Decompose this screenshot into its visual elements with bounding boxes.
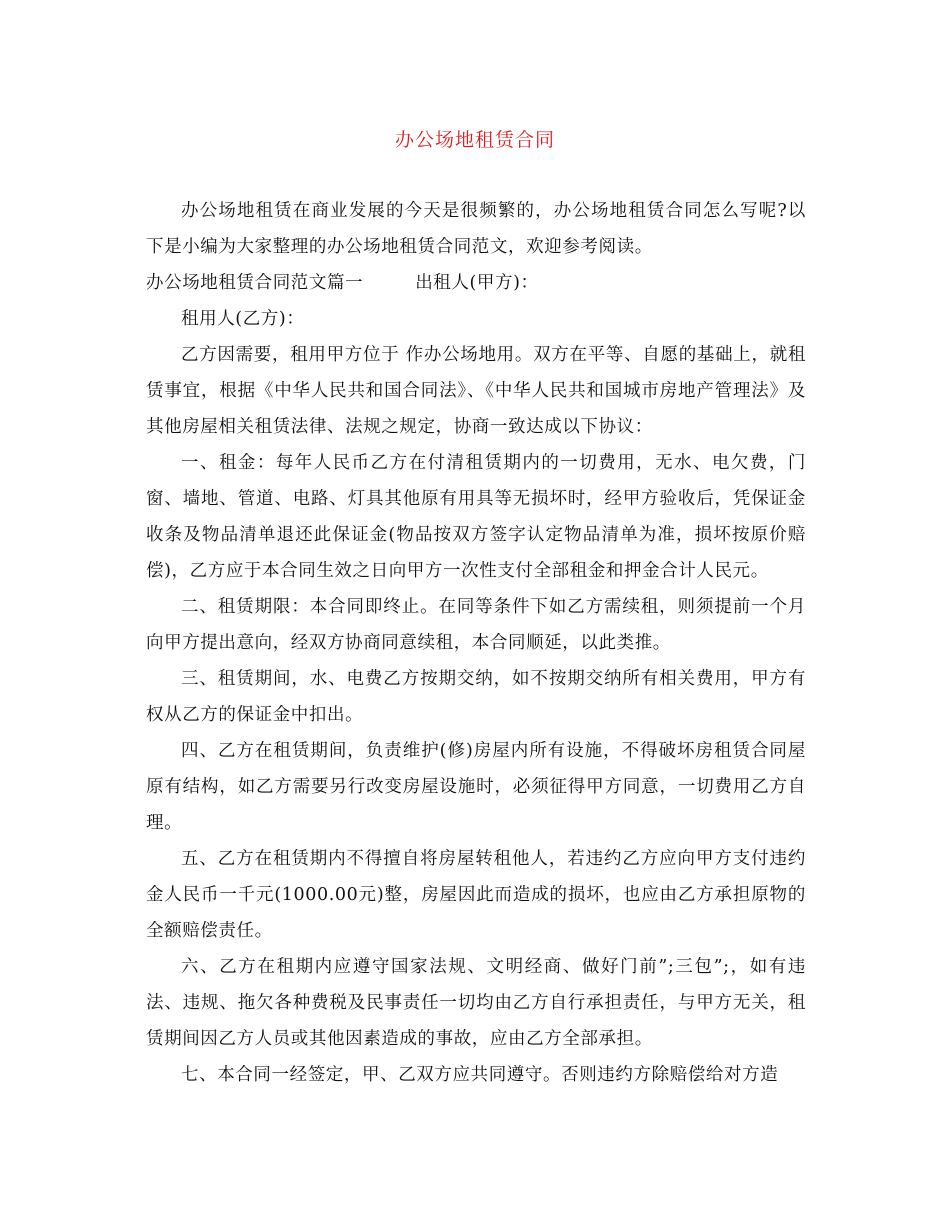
clause-paragraph: 三、租赁期间，水、电费乙方按期交纳，如不按期交纳所有相关费用，甲方有权从乙方的保证金中扣出。 bbox=[146, 669, 806, 725]
lessee-label: 租用人(乙方)： bbox=[181, 309, 305, 329]
section-heading-line bbox=[146, 265, 806, 301]
section-heading: 办公场地租赁合同范文篇一 bbox=[146, 273, 364, 293]
document-title: 办公场地租赁合同 bbox=[394, 129, 555, 151]
document-body bbox=[146, 193, 806, 1093]
clause-paragraph: 四、乙方在租赁期间，负责维护(修)房屋内所有设施，不得破坏房租赁合同屋原有结构，如乙方需要另行改变房屋设施时，必须征得甲方同意，一切费用乙方自理。 bbox=[146, 741, 806, 833]
clause-paragraph: 五、乙方在租赁期内不得擅自将房屋转租他人，若违约乙方应向甲方支付违约金人民币一千元(1000.00元)整，房屋因此而造成的损坏，也应由乙方承担原物的全额赔偿责任。 bbox=[146, 849, 806, 941]
clause-paragraph: 六、乙方在租期内应遵守国家法规、文明经商、做好门前”;三包”;，如有违法、违规、拖欠各种费税及民事责任一切均由乙方自行承担责任，与甲方无关，租赁期间因乙方人员或其他因素造成的事故，应由乙方全部承担。 bbox=[146, 957, 806, 1049]
clause-paragraph: 七、本合同一经签定，甲、乙双方应共同遵守。否则违约方除赔偿给对方造 bbox=[181, 1065, 779, 1085]
intro-paragraph: 办公场地租赁在商业发展的今天是很频繁的，办公场地租赁合同怎么写呢?以下是小编为大家整理的办公场地租赁合同范文，欢迎参考阅读。 bbox=[146, 201, 806, 257]
lessor-label: 出租人(甲方)： bbox=[415, 273, 539, 293]
clause-paragraph: 乙方因需要，租用甲方位于 作办公场地用。双方在平等、自愿的基础上，就租赁事宜，根据《中华人民共和国合同法》、《中华人民共和国城市房地产管理法》及其他房屋相关租赁法律、法规之规定，协商一致达成以下协议： bbox=[146, 345, 806, 437]
clause-paragraph: 一、租金：每年人民币乙方在付清租赁期内的一切费用，无水、电欠费，门窗、墙地、管道、电路、灯具其他原有用具等无损坏时，经甲方验收后，凭保证金收条及物品清单退还此保证金(物品按双方签字认定物品清单为准，损坏按原价赔偿)，乙方应于本合同生效之日向甲方一次性支付全部租金和押金合计人民元。 bbox=[146, 453, 806, 581]
clause-paragraph: 二、租赁期限：本合同即终止。在同等条件下如乙方需续租，则须提前一个月向甲方提出意向，经双方协商同意续租，本合同顺延，以此类推。 bbox=[146, 597, 806, 653]
